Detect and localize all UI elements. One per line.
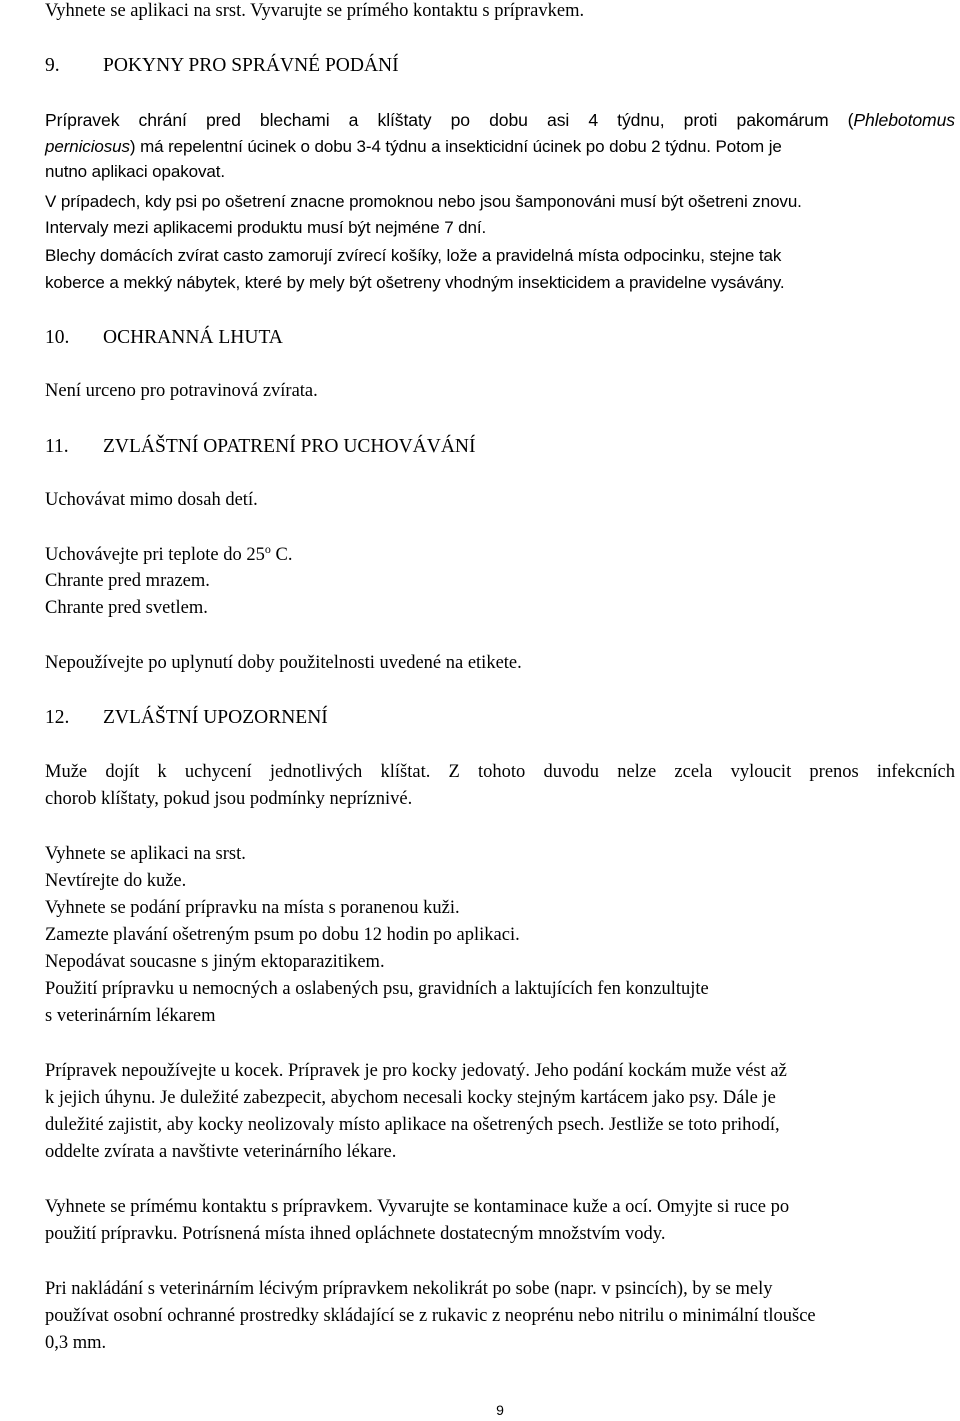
- section-12-p5-line-1: Pri nakládání s veterinárním lécivým prípravkem nekolikrát po sobe (napr. v psincích), by se mely: [45, 1279, 773, 1299]
- section-11-title: ZVLÁŠTNÍ OPATRENÍ PRO UCHOVÁVÁNÍ: [103, 436, 476, 457]
- section-9-heading: [45, 53, 399, 79]
- section-12-p2-line-3: Vyhnete se podání prípravku na místa s poranenou kuži.: [45, 898, 460, 918]
- section-12-p2-line-6: Použití prípravku u nemocných a oslabených psu, gravidních a laktujících fen konzultujte: [45, 979, 709, 999]
- section-12-p2-line-4: Zamezte plavání ošetreným psum po dobu 12 hodin po aplikaci.: [45, 925, 520, 945]
- section-9-line-4: V prípadech, kdy psi po ošetrení znacne promoknou nebo jsou šamponováni musí být ošetreni znovu.: [45, 192, 802, 211]
- section-9-line-3: nutno aplikaci opakovat.: [45, 162, 226, 181]
- section-9-line-1: Prípravek chrání pred blechami a klíštaty po dobu asi 4 týdnu, proti pakomárum (Phlebotomus: [45, 110, 955, 130]
- section-9-title: POKYNY PRO SPRÁVNÉ PODÁNÍ: [103, 55, 399, 76]
- section-11-heading: [45, 434, 476, 460]
- section-11-line-5: Nepoužívejte po uplynutí doby použitelnosti uvedené na etikete.: [45, 653, 522, 673]
- section-10-title: OCHRANNÁ LHUTA: [103, 327, 283, 348]
- section-12-p2-line-5: Nepodávat soucasne s jiným ektoparazitikem.: [45, 952, 385, 972]
- section-12-p3-line-2: k jejich úhynu. Je duležité zabezpecit, abychom necesali kocky stejným kartácem jako psy. Dále je: [45, 1088, 776, 1108]
- section-9-line-7: koberce a mekký nábytek, které by mely být ošetreny vhodným insekticidem a pravidelne vysávány.: [45, 273, 785, 292]
- section-12-p3-line-3: duležité zajistit, aby kocky neolizovaly místo aplikace na ošetrených psech. Jestliže se toto prihodí,: [45, 1115, 780, 1135]
- section-12-p5-line-2: používat osobní ochranné prostredky skládající se z rukavic z neoprénu nebo nitrilu o minimální tloušce: [45, 1306, 816, 1326]
- section-12-number: 12.: [45, 707, 70, 728]
- section-11-line-3: Chrante pred mrazem.: [45, 571, 210, 591]
- section-12-heading: [45, 705, 328, 731]
- section-12-p3-line-1: Prípravek nepoužívejte u kocek. Prípravek je pro kocky jedovatý. Jeho podání kockám muže vést až: [45, 1061, 787, 1081]
- section-12-p1-line-2: chorob klíštaty, pokud jsou podmínky nepríznivé.: [45, 789, 413, 809]
- section-9-line-6: Blechy domácích zvírat casto zamorují zvírecí košíky, lože a pravidelná místa odpocinku, stejne tak: [45, 246, 782, 265]
- section-12-p4-line-1: Vyhnete se prímému kontaktu s prípravkem. Vyvarujte se kontaminace kuže a ocí. Omyjte si ruce po: [45, 1197, 790, 1217]
- section-9-number: 9.: [45, 55, 60, 76]
- section-11-line-2: Uchovávejte pri teplote do 25$^o$ C.: [45, 542, 293, 565]
- section-12-p2-line-2: Nevtírejte do kuže.: [45, 871, 187, 891]
- section-12-p4-line-2: použití prípravku. Potrísnená místa ihned opláchnete dostatecným množstvím vody.: [45, 1224, 666, 1244]
- section-11-line-1: Uchovávat mimo dosah detí.: [45, 490, 258, 510]
- section-12-p2-line-7: s veterinárním lékarem: [45, 1006, 216, 1026]
- section-9-line-5: Intervaly mezi aplikacemi produktu musí být nejméne 7 dní.: [45, 218, 487, 237]
- section-12-p2-line-1: Vyhnete se aplikaci na srst.: [45, 844, 246, 864]
- section-12-p1-line-1: Muže dojít k uchycení jednotlivých klíštat. Z tohoto duvodu nelze zcela vyloucit prenos infekcních: [45, 762, 955, 782]
- section-12-p3-line-4: oddelte zvírata a navštivte veterinárního lékare.: [45, 1142, 397, 1162]
- section-10-number: 10.: [45, 327, 70, 348]
- top-line: Vyhnete se aplikaci na srst. Vyvarujte se prímého kontaktu s prípravkem.: [45, 1, 585, 21]
- section-11-number: 11.: [45, 436, 69, 457]
- page-number: 9: [496, 1402, 504, 1418]
- section-10-heading: [45, 325, 283, 351]
- section-12-title: ZVLÁŠTNÍ UPOZORNENÍ: [103, 707, 328, 728]
- section-10-line-1: Není urceno pro potravinová zvírata.: [45, 381, 318, 401]
- section-11-line-4: Chrante pred svetlem.: [45, 598, 208, 618]
- section-9-line-2: perniciosus) má repelentní úcinek o dobu 3-4 týdnu a insekticidní úcinek po dobu 2 týdnu. Potom je: [45, 137, 782, 156]
- section-12-p5-line-3: 0,3 mm.: [45, 1333, 107, 1353]
